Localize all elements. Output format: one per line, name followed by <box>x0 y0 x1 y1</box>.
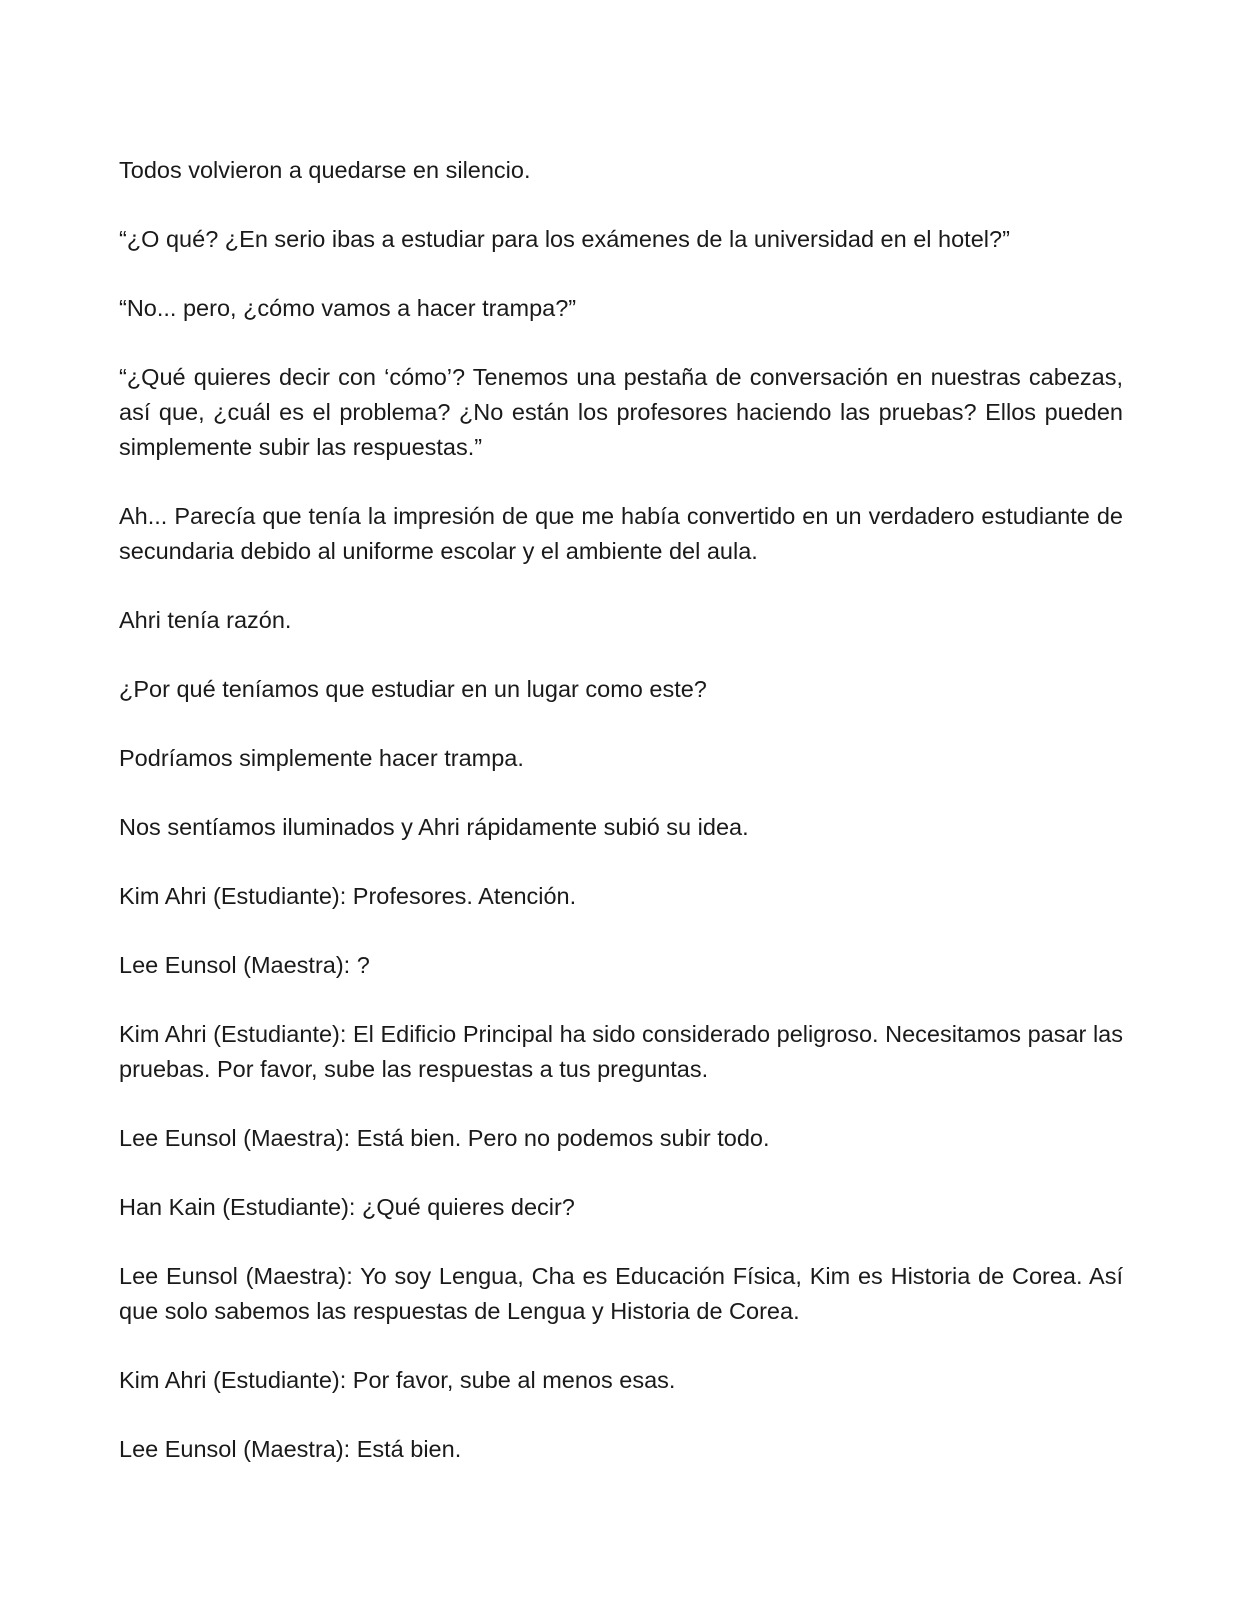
paragraph: Nos sentíamos iluminados y Ahri rápidamente subió su idea. <box>119 814 749 840</box>
paragraph: Kim Ahri (Estudiante): Por favor, sube al menos esas. <box>119 1367 676 1393</box>
paragraph: Ah... Parecía que tenía la impresión de que me había convertido en un verdadero estudiante de secundaria debido al uniforme escolar y el ambiente del aula. <box>119 503 1123 564</box>
paragraph: Todos volvieron a quedarse en silencio. <box>119 157 531 183</box>
paragraph: “¿O qué? ¿En serio ibas a estudiar para los exámenes de la universidad en el hotel?” <box>119 226 1010 252</box>
paragraph: Lee Eunsol (Maestra): Está bien. Pero no podemos subir todo. <box>119 1125 770 1151</box>
paragraph: “¿Qué quieres decir con ‘cómo’? Tenemos una pestaña de conversación en nuestras cabezas, así que, ¿cuál es el problema? ¿No están los profesores haciendo las pruebas? Ellos pueden simplemente subir las respuestas.” <box>119 364 1123 460</box>
paragraph: “No... pero, ¿cómo vamos a hacer trampa?” <box>119 295 577 321</box>
document-body <box>119 153 1123 1501</box>
paragraph: Lee Eunsol (Maestra): ? <box>119 952 370 978</box>
paragraph: Lee Eunsol (Maestra): Está bien. <box>119 1436 462 1462</box>
paragraph: Ahri tenía razón. <box>119 607 292 633</box>
paragraph: Han Kain (Estudiante): ¿Qué quieres decir? <box>119 1194 575 1220</box>
paragraph: Kim Ahri (Estudiante): Profesores. Atención. <box>119 883 577 909</box>
paragraph: ¿Por qué teníamos que estudiar en un lugar como este? <box>119 676 707 702</box>
paragraph: Lee Eunsol (Maestra): Yo soy Lengua, Cha es Educación Física, Kim es Historia de Corea. Así que solo sabemos las respuestas de Lengua y Historia de Corea. <box>119 1263 1123 1324</box>
paragraph: Kim Ahri (Estudiante): El Edificio Principal ha sido considerado peligroso. Necesitamos pasar las pruebas. Por favor, sube las respuestas a tus preguntas. <box>119 1021 1123 1082</box>
paragraph: Podríamos simplemente hacer trampa. <box>119 745 524 771</box>
